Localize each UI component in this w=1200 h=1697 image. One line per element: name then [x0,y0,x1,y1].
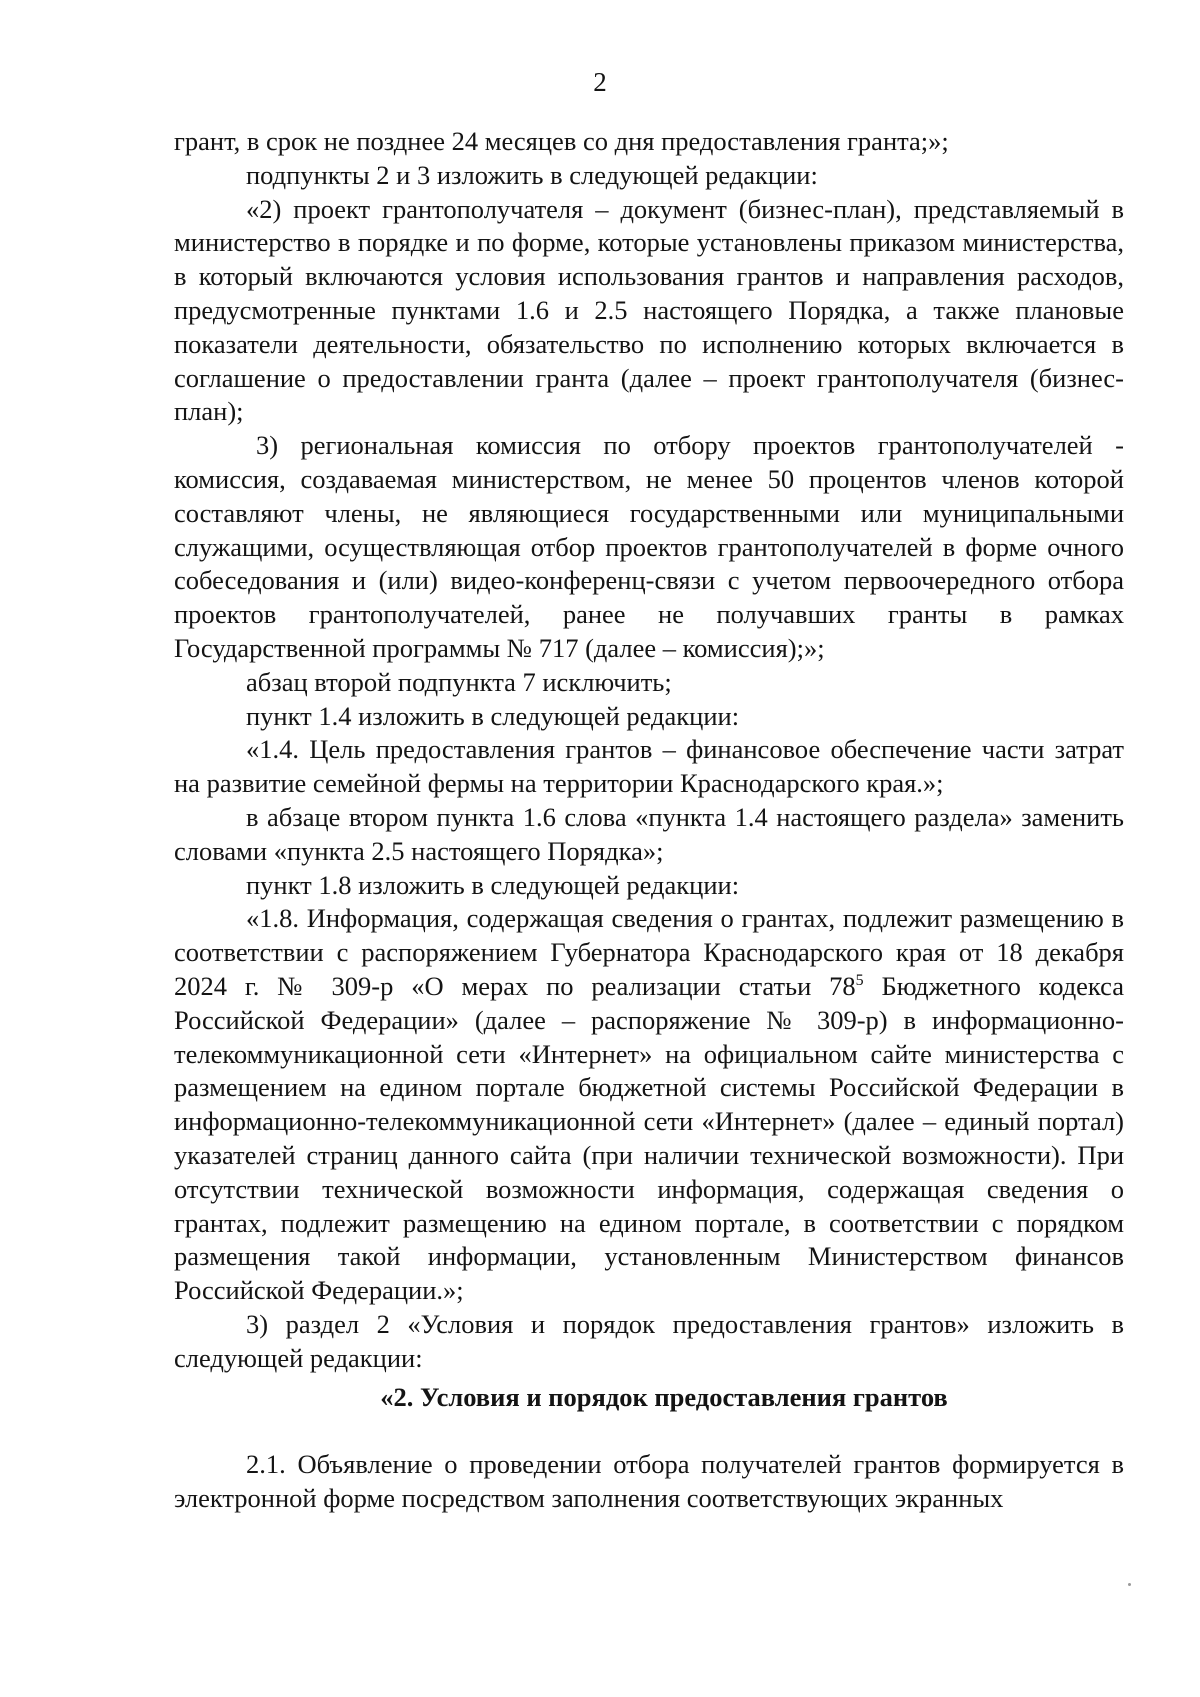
document-body [174,125,1124,1516]
page-number: 2 [593,67,607,97]
paragraph-grant-information-part-1: «1.8. Информация, содержащая сведения о грантах, подлежит размещению в соответствии с распоряжением Губернатора Краснодарского края от 18 декабря 2024 г. № 309-р «О мерах по реализации статьи 78 [174,903,1124,1001]
paragraph-grant-information [174,902,1124,1308]
paragraph-section-2: 3) раздел 2 «Условия и порядок предоставления грантов» изложить в следующей редакции: [174,1308,1124,1373]
paragraph-2-1: 2.1. Объявление о проведении отбора получателей грантов формируется в электронной форме посредством заполнения соответствующих экранных [174,1449,1124,1514]
paragraph-grant-information-part-2: Бюджетного кодекса Российской Федерации» (далее – распоряжение № 309-р) в информационно-телекоммуникационной сети «Интернет» на официальном сайте министерства с размещением на едином портале бюджетной системы Российской Федерации в информационно-телекоммуникационной сети «Интернет» (далее – единый портал) указателей страниц данного сайта (при наличии технической возможности). При отсутствии технической возможности информация, содержащая сведения о грантах, подлежит размещению на едином портале, в соответствии с порядком размещения такой информации, установленным Министерством финансов Российской Федерации.»; [174,970,1124,1306]
paragraph-grant-term: грант, в срок не позднее 24 месяцев со дня предоставления гранта;»; [174,126,949,156]
scan-artifact-dot [1128,1583,1131,1586]
article-superscript: 5 [855,972,864,990]
paragraph-subpoints-2-3: подпункты 2 и 3 изложить в следующей редакции: [246,159,818,190]
paragraph-point-1-6: в абзаце втором пункта 1.6 слова «пункта 1.4 настоящего раздела» заменить словами «пункта 2.5 настоящего Порядка»; [174,801,1124,866]
paragraph-project-definition: «2) проект грантополучателя – документ (бизнес-план), представляемый в министерство в порядке и по форме, которые установлены приказом министерства, в который включаются условия использования грантов и направления расходов, предусмотренные пунктами 1.6 и 2.5 настоящего Порядка, а также плановые показатели деятельности, обязательство по исполнению которых включается в соглашение о предоставлении гранта (далее – проект грантополучателя (бизнес-план); [174,193,1124,427]
section-heading: «2. Условия и порядок предоставления грантов [380,1382,948,1413]
paragraph-grant-purpose: «1.4. Цель предоставления грантов – финансовое обеспечение части затрат на развитие семейной фермы на территории Краснодарского края.»; [174,734,1124,799]
paragraph-point-1-8: пункт 1.8 изложить в следующей редакции: [246,869,740,900]
paragraph-commission-definition: 3) региональная комиссия по отбору проектов грантополучателей - комиссия, создаваемая министерством, не менее 50 процентов членов которой составляют члены, не являющиеся государственными или муниципальными служащими, осуществляющая отбор проектов грантополучателей в форме очного собеседования и (или) видео-конференц-связи с учетом первоочередного отбора проектов грантополучателей, ранее не получавших гранты в рамках Государственной программы № 717 (далее – комиссия);»; [174,430,1124,663]
paragraph-subpoint-7: абзац второй подпункта 7 исключить; [246,666,672,697]
paragraph-point-1-4: пункт 1.4 изложить в следующей редакции: [246,700,740,731]
